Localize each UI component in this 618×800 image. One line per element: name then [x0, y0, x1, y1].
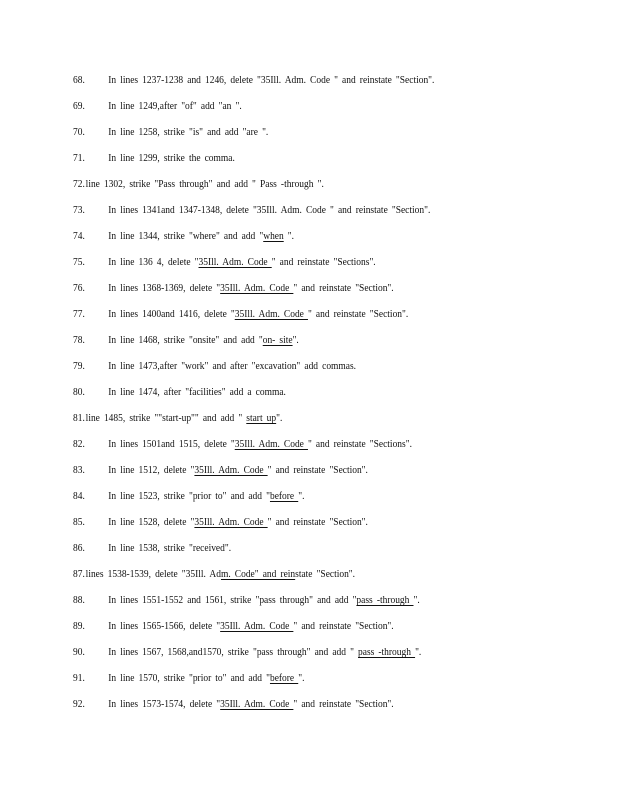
amendment-text-post: state "Section".	[295, 568, 356, 580]
item-number: 68.	[73, 74, 85, 86]
item-number: 85.	[73, 516, 85, 528]
amendment-text-pre: In line 1538, strike "received".	[108, 542, 232, 554]
underlined-insertion: 35Ill. Adm. Code	[220, 698, 294, 710]
underlined-insertion: 35Ill. Adm. Code	[194, 516, 268, 528]
amendment-text-post: ".	[292, 334, 299, 346]
underlined-insertion: start up	[246, 412, 277, 424]
amendment-text	[108, 100, 241, 112]
amendment-text-pre: In lines 1567, 1568,and1570, strike "pass through" and add "	[108, 646, 359, 658]
amendment-line	[73, 124, 268, 140]
item-number: 80.	[73, 386, 85, 398]
amendment-line	[73, 514, 368, 530]
amendment-text	[86, 412, 283, 424]
amendment-text-pre: In line 1528, delete "	[108, 516, 195, 528]
amendment-text-pre: In line 1344, strike "where" and add "	[108, 230, 264, 242]
item-number: 91.	[73, 672, 85, 684]
amendment-text-pre: In line 136 4, delete "	[108, 256, 199, 268]
amendment-text-post: ".	[415, 646, 422, 658]
amendment-line	[73, 462, 368, 478]
amendment-text	[108, 438, 412, 450]
underlined-insertion: 35Ill. Adm. Code	[220, 620, 294, 632]
amendment-line	[73, 540, 231, 556]
amendment-line	[73, 358, 356, 374]
item-number: 82.	[73, 438, 85, 450]
amendment-text	[108, 386, 286, 398]
amendment-text-post: ".	[298, 672, 305, 684]
underlined-insertion: on- site	[262, 334, 293, 346]
item-number: 78.	[73, 334, 85, 346]
item-number: 73.	[73, 204, 85, 216]
amendment-text	[108, 74, 434, 86]
amendment-text	[86, 568, 355, 580]
amendment-text-pre: In lines 1551-1552 and 1561, strike "pass through" and add "	[108, 594, 357, 606]
item-number: 92.	[73, 698, 85, 710]
amendment-text-post: " and reinstate "Sections".	[307, 438, 412, 450]
amendment-text-pre: line 1485, strike ""start-up"" and add "	[85, 412, 247, 424]
amendment-text-pre: line 1302, strike "Pass through" and add " Pass -through ".	[85, 178, 324, 190]
amendment-text-post: " and reinstate "Section".	[267, 464, 368, 476]
amendment-text-post: ".	[276, 412, 283, 424]
amendment-text-pre: In lines 1368-1369, delete "	[108, 282, 221, 294]
underlined-insertion: m. Code" and rein	[220, 568, 296, 580]
amendment-line	[73, 410, 282, 426]
underlined-insertion: 35Ill. Adm. Code	[234, 308, 308, 320]
amendment-line	[73, 436, 412, 452]
underlined-insertion: 35Ill. Adm. Code	[198, 256, 272, 268]
item-number: 88.	[73, 594, 85, 606]
item-number: 75.	[73, 256, 85, 268]
underlined-insertion: 35Ill. Adm. Code	[234, 438, 308, 450]
item-number: 79.	[73, 360, 85, 372]
amendment-text-pre: In line 1512, delete "	[108, 464, 195, 476]
amendment-line	[73, 384, 286, 400]
item-number: 76.	[73, 282, 85, 294]
item-number: 90.	[73, 646, 85, 658]
underlined-insertion: 35Ill. Adm. Code	[220, 282, 294, 294]
amendment-line	[73, 592, 420, 608]
amendment-text-post: " and reinstate "Section".	[307, 308, 409, 320]
amendment-text-pre: In line 1523, strike "prior to" and add "	[108, 490, 270, 502]
amendment-text	[108, 282, 393, 294]
amendment-text-post: " and reinstate "Section".	[293, 282, 394, 294]
item-number: 84.	[73, 490, 85, 502]
amendment-text	[108, 308, 408, 320]
amendment-text	[108, 152, 235, 164]
amendment-text-pre: In lines 1573-1574, delete "	[108, 698, 221, 710]
amendment-text	[108, 698, 393, 710]
amendment-line	[73, 98, 242, 114]
item-number: 77.	[73, 308, 85, 320]
underlined-insertion: before	[269, 490, 299, 502]
amendment-line	[73, 176, 324, 192]
item-number: 72.	[73, 178, 85, 190]
amendment-line	[73, 202, 430, 218]
item-number: 70.	[73, 126, 85, 138]
amendment-line	[73, 696, 394, 712]
item-number: 87.	[73, 568, 85, 580]
amendment-text-post: " and reinstate "Section".	[267, 516, 368, 528]
amendment-line	[73, 72, 434, 88]
amendment-text-pre: In line 1570, strike "prior to" and add "	[108, 672, 270, 684]
amendment-text	[108, 464, 368, 476]
amendment-text-post: ".	[298, 490, 305, 502]
amendment-text-pre: In line 1299, strike the comma.	[108, 152, 235, 164]
amendment-text-pre: lines 1538-1539, delete "35Ill. Ad	[85, 568, 221, 580]
item-number: 83.	[73, 464, 85, 476]
amendment-line	[73, 566, 355, 582]
amendment-text-post: " and reinstate "Section".	[293, 698, 394, 710]
underlined-insertion: pass -through	[356, 594, 414, 606]
amendment-line	[73, 644, 421, 660]
amendment-text-pre: In lines 1400and 1416, delete "	[108, 308, 235, 320]
amendment-text-pre: In lines 1565-1566, delete "	[108, 620, 221, 632]
underlined-insertion: 35Ill. Adm. Code	[194, 464, 268, 476]
amendment-line	[73, 488, 304, 504]
amendment-text-pre: In line 1258, strike "is" and add "are ".	[108, 126, 269, 138]
amendment-text-post: " and reinstate "Sections".	[271, 256, 376, 268]
amendment-text-post: ".	[413, 594, 420, 606]
amendment-text-pre: In lines 1501and 1515, delete "	[108, 438, 235, 450]
amendment-line	[73, 306, 408, 322]
amendment-text-pre: In line 1474, after "facilities" add a comma.	[108, 386, 286, 398]
amendment-text	[108, 360, 356, 372]
amendment-line	[73, 150, 235, 166]
amendment-text	[108, 126, 268, 138]
amendment-text-pre: In line 1249,after "of" add "an ".	[108, 100, 242, 112]
amendment-line	[73, 254, 376, 270]
underlined-insertion: before	[269, 672, 299, 684]
amendment-text	[108, 256, 375, 268]
amendment-line	[73, 670, 304, 686]
amendment-line	[73, 332, 299, 348]
amendment-text	[108, 542, 231, 554]
item-number: 89.	[73, 620, 85, 632]
amendment-text	[108, 204, 430, 216]
amendment-text	[108, 230, 294, 242]
amendment-text	[108, 594, 419, 606]
amendment-line	[73, 618, 394, 634]
amendment-text-post: " and reinstate "Section".	[293, 620, 394, 632]
amendment-text	[108, 620, 393, 632]
amendment-text	[86, 178, 324, 190]
amendment-text	[108, 334, 299, 346]
amendment-text-pre: In lines 1341and 1347-1348, delete "35Ill. Adm. Code " and reinstate "Section".	[108, 204, 431, 216]
amendment-text-pre: In lines 1237-1238 and 1246, delete "35Ill. Adm. Code " and reinstate "Section".	[108, 74, 435, 86]
underlined-insertion: pass -through	[358, 646, 416, 658]
amendment-text	[108, 516, 368, 528]
amendment-line	[73, 228, 294, 244]
amendment-text	[108, 672, 304, 684]
item-number: 71.	[73, 152, 85, 164]
item-number: 86.	[73, 542, 85, 554]
amendment-text	[108, 646, 421, 658]
amendment-text-pre: In line 1468, strike "onsite" and add "	[108, 334, 263, 346]
amendment-text-post: ".	[283, 230, 295, 242]
amendment-text-pre: In line 1473,after "work" and after "excavation" add commas.	[108, 360, 357, 372]
amendment-line	[73, 280, 394, 296]
item-number: 74.	[73, 230, 85, 242]
item-number: 69.	[73, 100, 85, 112]
underlined-insertion: when	[263, 230, 284, 242]
item-number: 81.	[73, 412, 85, 424]
amendment-text	[108, 490, 304, 502]
